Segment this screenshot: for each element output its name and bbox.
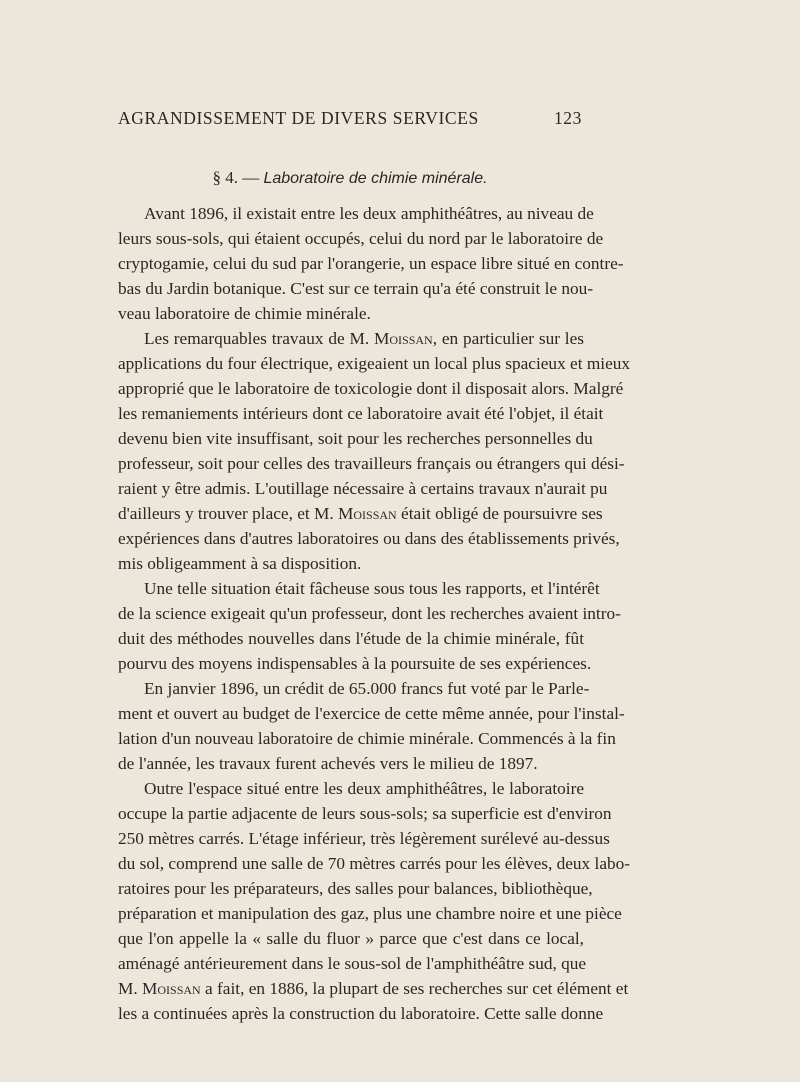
text-line: Une telle situation était fâcheuse sous tous les rapports, et l'intérêt	[144, 579, 600, 598]
running-head	[118, 108, 582, 129]
text-line: bas du Jardin botanique. C'est sur ce terrain qu'a été construit le nou-	[118, 279, 594, 298]
section-heading	[118, 168, 582, 188]
text-line: d'ailleurs y trouver place, et M. Moissan était obligé de poursuivre ses	[118, 504, 603, 523]
text-line: du sol, comprend une salle de 70 mètres carrés pour les élèves, deux labo-	[118, 854, 631, 873]
text-line: veau laboratoire de chimie minérale.	[118, 304, 371, 323]
text-line: mis obligeamment à sa disposition.	[118, 554, 362, 573]
running-title: AGRANDISSEMENT DE DIVERS SERVICES	[118, 108, 479, 128]
body-text	[118, 201, 631, 1026]
text-line: cryptogamie, celui du sud par l'orangerie, un espace libre situé en contre-	[118, 254, 624, 273]
text-line: aménagé antérieurement dans le sous-sol de l'amphithéâtre sud, que	[118, 954, 587, 973]
text-line: approprié que le laboratoire de toxicologie dont il disposait alors. Malgré	[118, 379, 624, 398]
text-line: Les remarquables travaux de M. Moissan, en particulier sur les	[144, 329, 584, 348]
text-line: ratoires pour les préparateurs, des salles pour balances, bibliothèque,	[118, 879, 593, 898]
text-line: leurs sous-sols, qui étaient occupés, celui du nord par le laboratoire de	[118, 229, 604, 248]
text-line: 250 mètres carrés. L'étage inférieur, très légèrement surélevé au-dessus	[118, 829, 610, 848]
text-line: Outre l'espace situé entre les deux amphithéâtres, le laboratoire	[144, 779, 584, 798]
text-line: préparation et manipulation des gaz, plus une chambre noire et une pièce	[118, 904, 622, 923]
text-line: applications du four électrique, exigeaient un local plus spacieux et mieux	[118, 354, 631, 373]
text-line: pourvu des moyens indispensables à la poursuite de ses expériences.	[118, 654, 592, 673]
text-line: ment et ouvert au budget de l'exercice de cette même année, pour l'instal-	[118, 704, 625, 723]
text-line: Avant 1896, il existait entre les deux amphithéâtres, au niveau de	[144, 204, 594, 223]
text-line: que l'on appelle la « salle du fluor » parce que c'est dans ce local,	[118, 929, 584, 948]
text-line: raient y être admis. L'outillage nécessaire à certains travaux n'aurait pu	[118, 479, 608, 498]
page-number: 123	[553, 108, 582, 128]
section-title: Laboratoire de chimie minérale.	[263, 170, 488, 187]
text-line: expériences dans d'autres laboratoires ou dans des établissements privés,	[118, 529, 620, 548]
text-line: occupe la partie adjacente de leurs sous-sols; sa superficie est d'environ	[118, 804, 612, 823]
text-line: duit des méthodes nouvelles dans l'étude de la chimie minérale, fût	[118, 629, 584, 648]
text-line: devenu bien vite insuffisant, soit pour les recherches personnelles du	[118, 429, 593, 448]
text-line: lation d'un nouveau laboratoire de chimie minérale. Commencés à la fin	[118, 729, 616, 748]
section-number: § 4. —	[212, 168, 260, 187]
text-line: les a continuées après la construction du laboratoire. Cette salle donne	[118, 1004, 604, 1023]
text-line: les remaniements intérieurs dont ce laboratoire avait été l'objet, il était	[118, 404, 604, 423]
text-line: M. Moissan a fait, en 1886, la plupart de ses recherches sur cet élément et	[118, 979, 629, 998]
text-line: professeur, soit pour celles des travailleurs français ou étrangers qui dési-	[118, 454, 625, 473]
text-line: de la science exigeait qu'un professeur, dont les recherches avaient intro-	[118, 604, 621, 623]
text-line: de l'année, les travaux furent achevés vers le milieu de 1897.	[118, 754, 538, 773]
text-line: En janvier 1896, un crédit de 65.000 francs fut voté par le Parle-	[144, 679, 590, 698]
